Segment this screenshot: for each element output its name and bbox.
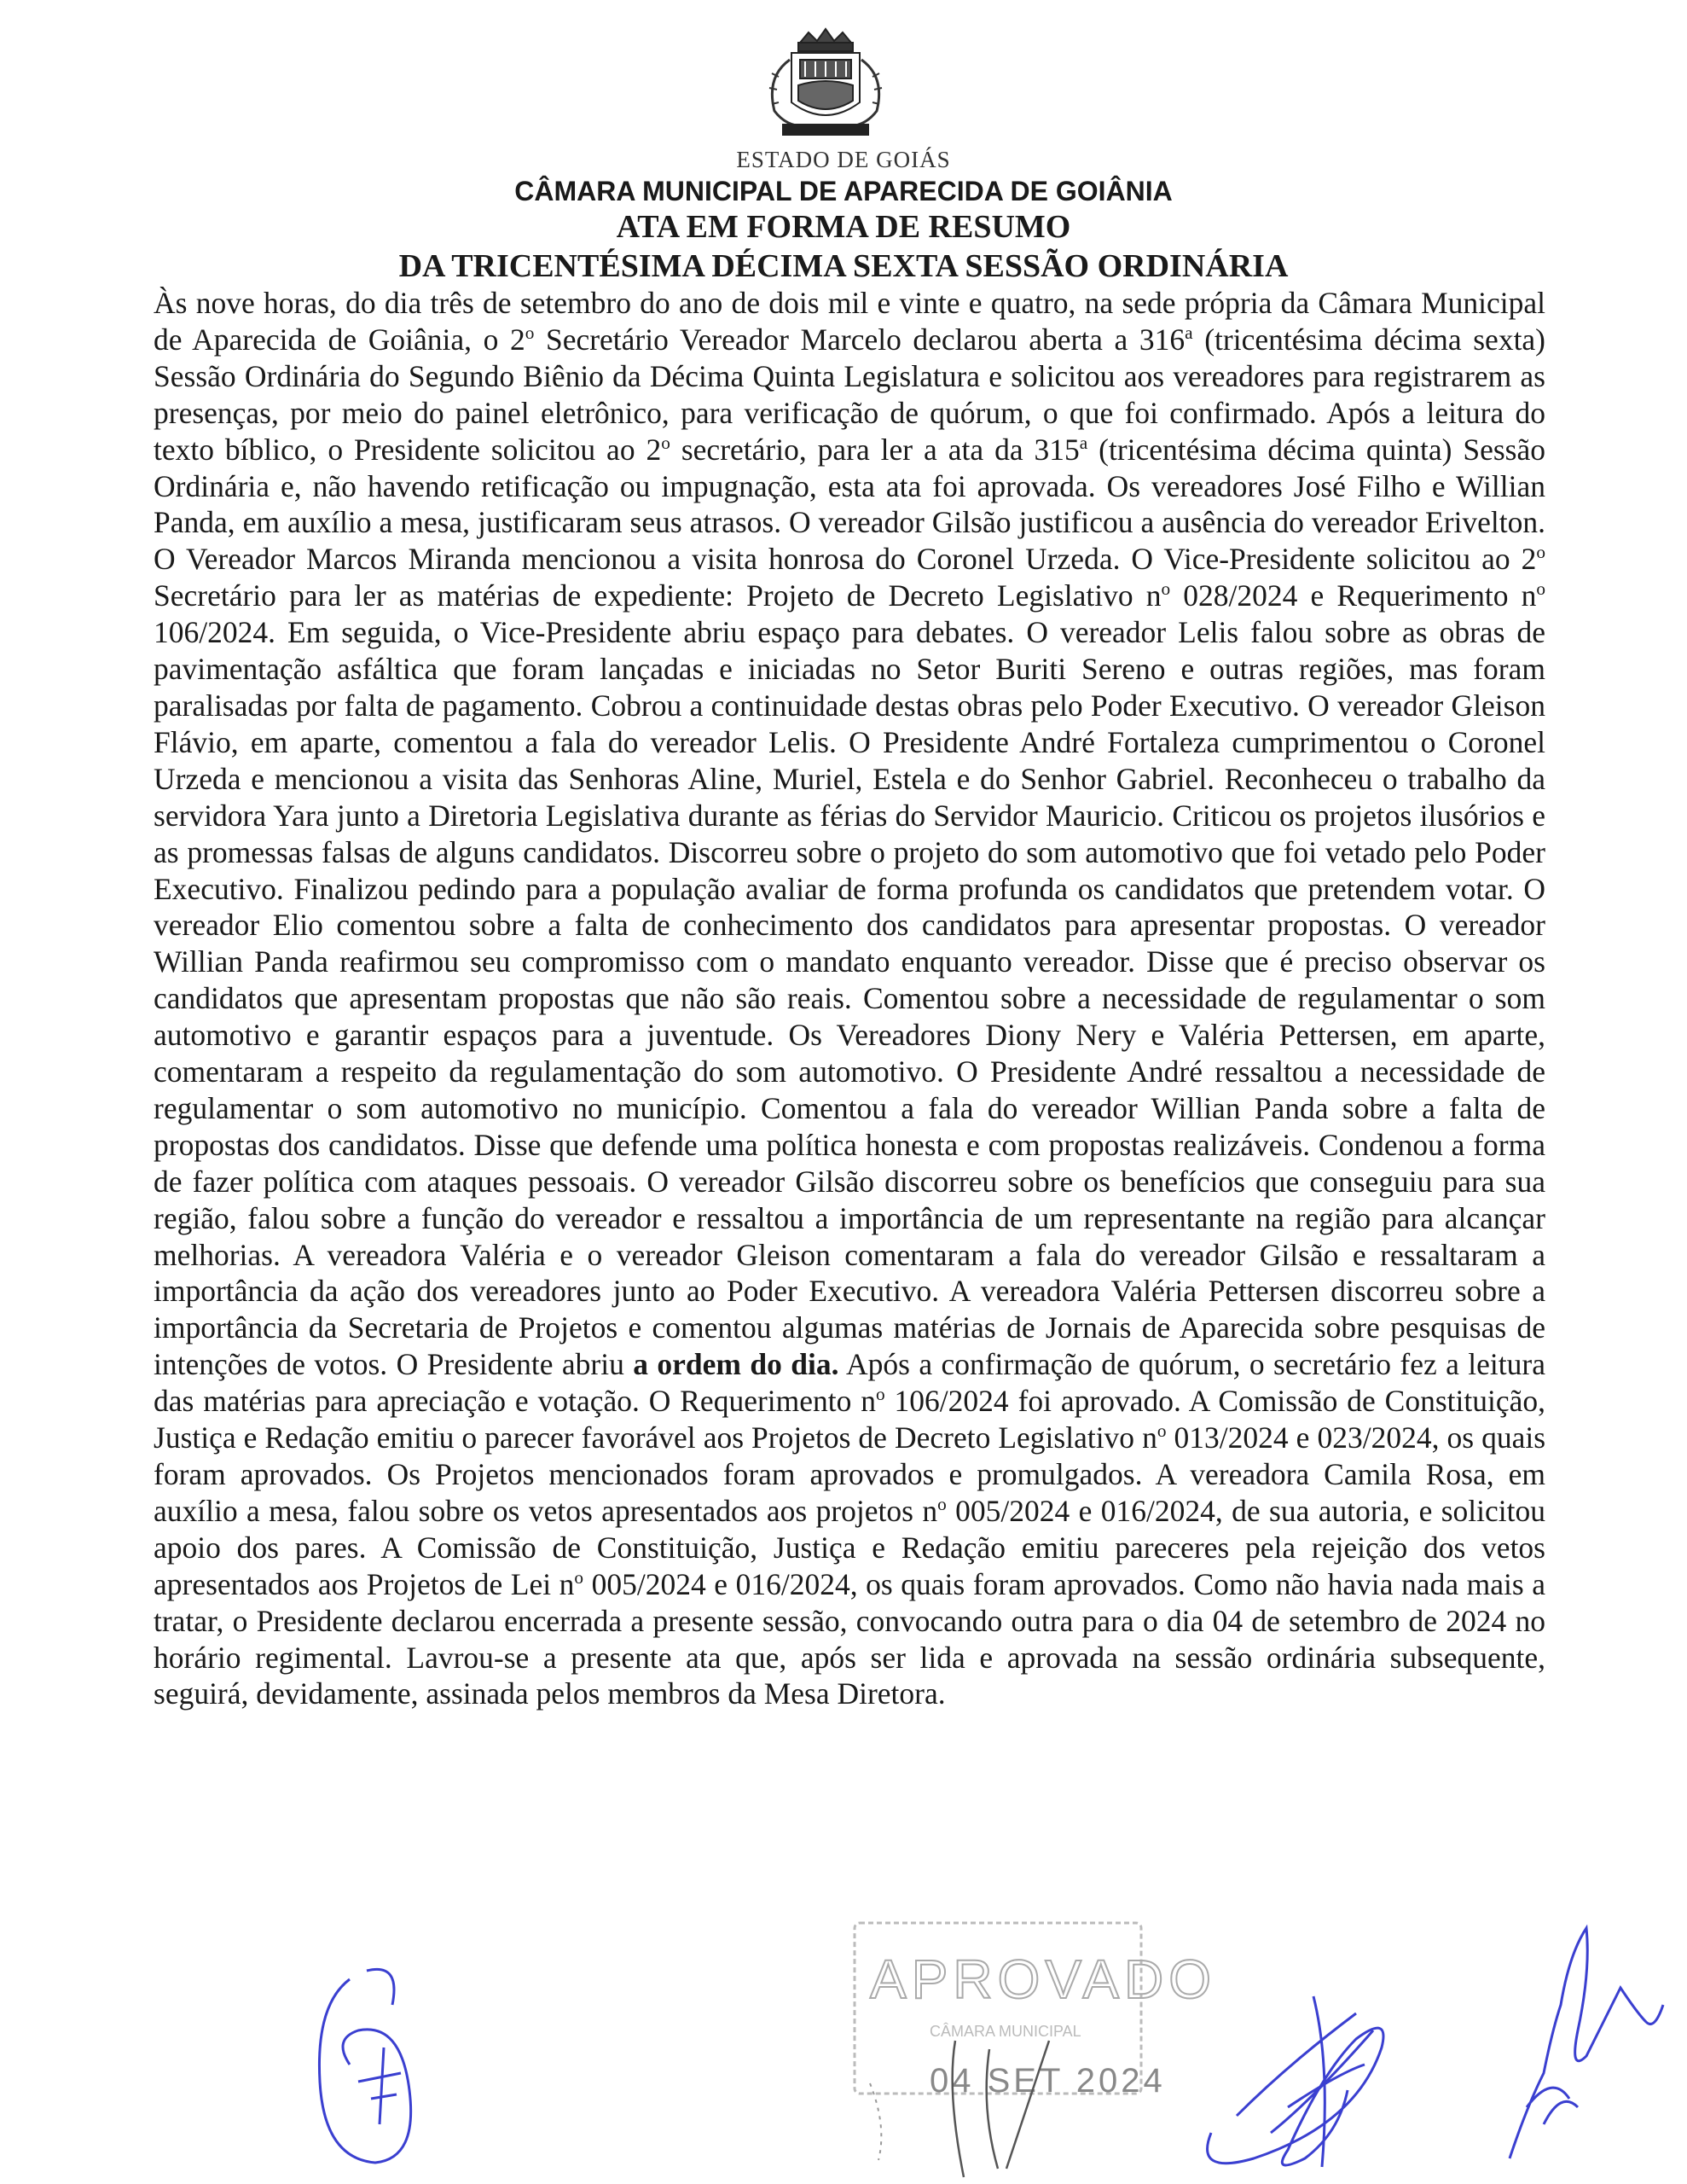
body-text-segment: 005/2024 e 016/2024, os quais foram aprovados. Como não havia nada mais a tratar, o Presidente declarou encerrada a presente sessão, convocando outra para o dia 04 de setembro de 2024 no horário regimental. Lavrou-se a presente ata que, após ser lida e aprovada na sessão ordinária subsequente, seguirá, devidamente, assinada pelos membros da Mesa Diretora. [154,1566,1546,1711]
state-name: ESTADO DE GOIÁS [736,147,951,172]
stamp-label: APROVADO [870,1949,1216,2010]
signature-3 [1493,1902,1663,2175]
order-of-day-phrase: a ordem do dia. [633,1347,839,1382]
ordinal-marker: o [876,1384,885,1405]
body-text-segment: Após a confirmação de quórum, o secretário fez a leitura das matérias para apreciação e votação. O Requerimento n [154,1347,1545,1419]
body-text-segment: Secretário Vereador Marcelo declarou aberta a 316 [534,322,1186,357]
ordinal-marker: o [525,322,535,344]
body-text-segment: Às nove horas, do dia três de setembro do ano de dois mil e vinte e quatro, na sede própria da Câmara Municipal de Aparecida de Goiânia, o 2 [154,286,1545,357]
ordinal-marker: o [574,1566,584,1588]
body-text-segment: (tricentésima décima sexta) Sessão Ordinária do Segundo Biênio da Décima Quinta Legislatura e solicitou aos vereadores para registrarem as presenças, por meio do painel eletrônico, para verificação de quórum, o que foi confirmado. Após a leitura do texto bíblico, o Presidente solicitou ao 2 [154,322,1546,467]
ordinal-marker: o [661,432,670,453]
minutes-body [154,285,1545,1712]
ordinal-marker: a [1079,432,1088,453]
body-text-segment: 005/2024 e 016/2024, de sua autoria, e solicitou apoio dos pares. A Comissão de Constituição, Justiça e Redação emitiu pareceres pela rejeição dos vetos apresentados aos Projetos de Lei n [154,1493,1545,1601]
stamp-sub: CÂMARA MUNICIPAL [930,2023,1081,2040]
approval-stamp [853,1921,1216,2177]
body-text-segment: 028/2024 e Requerimento n [1170,578,1537,613]
ordinal-marker: o [1536,542,1545,563]
ordinal-marker: o [1161,578,1171,600]
document-title-line2: DA TRICENTÉSIMA DÉCIMA SEXTA SESSÃO ORDINÁRIA [398,248,1289,284]
ordinal-marker: o [1157,1420,1167,1442]
body-text-segment: 013/2024 e 023/2024, os quais foram aprovados. Os Projetos mencionados foram aprovados e promulgados. A vereadora Camila Rosa, em auxílio a mesa, falou sobre os vetos apresentados aos projetos n [154,1420,1546,1528]
signature-2 [1186,1962,1399,2184]
body-text-segment: Secretário para ler as matérias de expediente: Projeto de Decreto Legislativo n [154,578,1162,613]
stamp-date: 04 SET 2024 [930,2062,1166,2100]
municipal-crest-icon [749,26,902,145]
ordinal-marker: o [937,1494,947,1515]
body-text-segment: 106/2024. Em seguida, o Vice-Presidente abriu espaço para debates. O vereador Lelis falou sobre as obras de pavimentação asfáltica que foram lançadas e iniciadas no Setor Buriti Sereno e outras regiões, mas foram paralisadas por falta de pagamento. Cobrou a continuidade destas obras pelo Poder Executivo. O vereador Gleison Flávio, em aparte, comentou a fala do vereador Lelis. O Presidente André Fortaleza cumprimentou o Coronel Urzeda e mencionou a visita das Senhoras Aline, Muriel, Estela e do Senhor Gabriel. Reconheceu o trabalho da servidora Yara junto a Diretoria Legislativa durante as férias do Servidor Mauricio. Criticou os projetos ilusórios e as promessas falsas de alguns candidatos. Discorreu sobre o projeto do som automotivo que foi vetado pelo Poder Executivo. Finalizou pedindo para a população avaliar de forma profunda os candidatos que pretendem votar. O vereador Elio comentou sobre a falta de conhecimento dos candidatos para apresentar propostas. O vereador Willian Panda reafirmou seu compromisso com o mandato enquanto vereador. Disse que é preciso observar os candidatos que apresentam propostas que não são reais. Comentou sobre a necessidade de regulamentar o som automotivo e garantir espaços para a juventude. Os Vereadores Diony Nery e Valéria Pettersen, em aparte, comentaram a respeito da regulamentação do som automotivo. O Presidente André ressaltou a necessidade de regulamentar o som automotivo no município. Comentou a fala do vereador Willian Panda sobre a falta de propostas dos candidatos. Disse que defende uma política honesta e com propostas realizáveis. Condenou a forma de fazer política com ataques pessoais. O vereador Gilsão discorreu sobre os benefícios que conseguiu para sua região, falou sobre a função do vereador e ressaltou a importância de um representante na região para alcançar melhorias. A vereadora Valéria e o vereador Gleison comentaram a fala do vereador Gilsão e ressaltaram a importância da ação dos vereadores junto ao Poder Executivo. A vereadora Valéria Pettersen discorreu sobre a importância da Secretaria de Projetos e comentou algumas matérias de Jornais de Aparecida sobre pesquisas de intenções de votos. O Presidente abriu [154,615,1545,1382]
body-text-segment: secretário, para ler a ata da 315 [670,432,1080,467]
body-text-segment: (tricentésima décima quinta) Sessão Ordinária e, não havendo retificação ou impugnação, esta ata foi aprovada. Os vereadores José Filho e Willian Panda, em auxílio a mesa, justificaram seus atrasos. O vereador Gilsão justificou a ausência do vereador Erivelton. O Vereador Marcos Miranda mencionou a visita honrosa do Coronel Urzeda. O Vice-Presidente solicitou ao 2 [154,432,1545,577]
ordinal-marker: a [1185,322,1193,344]
ordinal-marker: o [1536,578,1546,600]
chamber-name: CÂMARA MUNICIPAL DE APARECIDA DE GOIÂNIA [514,176,1173,206]
body-text-segment: 106/2024 foi aprovado. A Comissão de Constituição, Justiça e Redação emitiu o parecer favorável aos Projetos de Decreto Legislativo n [154,1384,1546,1455]
document-title-line1: ATA EM FORMA DE RESUMO [616,209,1071,245]
signature-1 [299,1954,435,2175]
